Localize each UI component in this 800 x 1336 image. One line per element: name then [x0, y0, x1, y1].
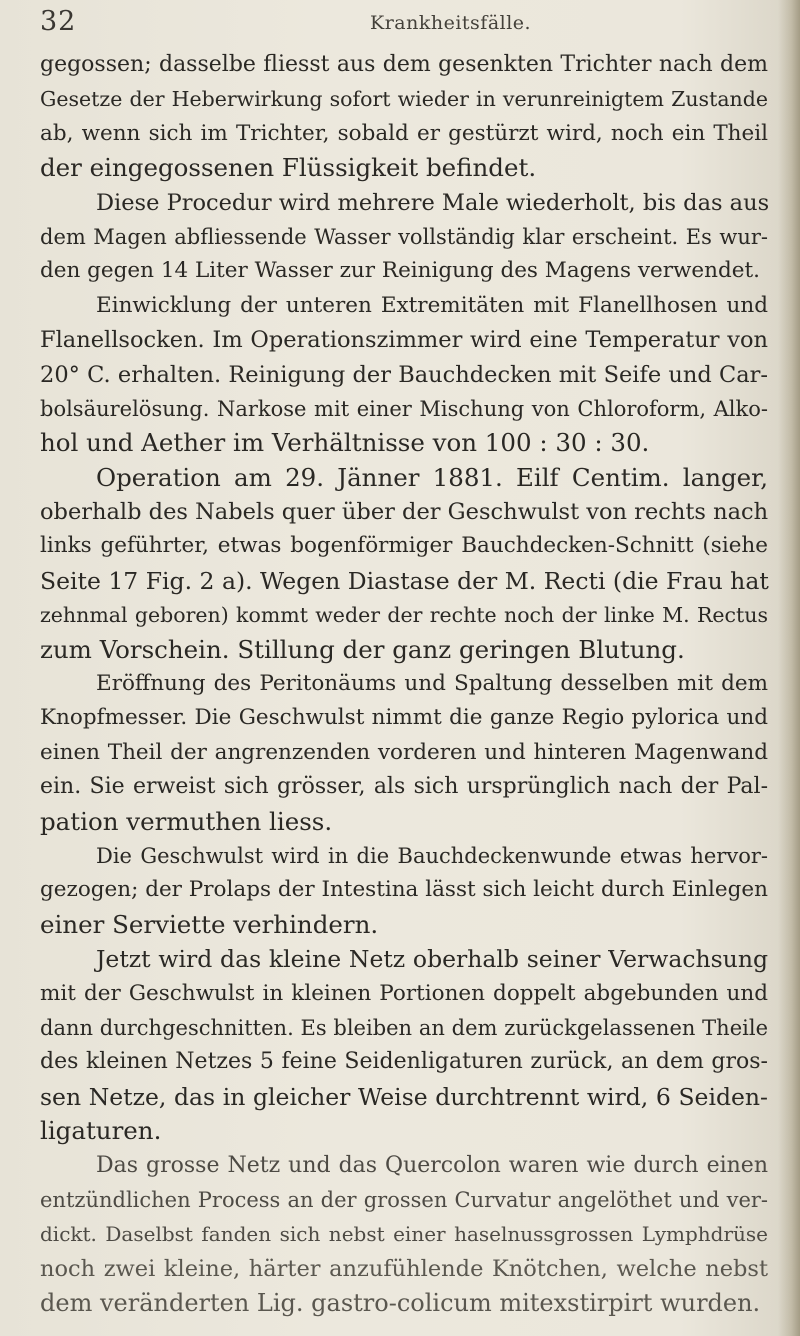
text-line: gezogen; der Prolaps der Intestina lässt sich leicht durch Einlegen	[40, 877, 768, 903]
text-line: gegossen; dasselbe fliesst aus dem gesenkten Trichter nach dem	[40, 52, 768, 77]
text-line: Diese Procedur wird mehrere Male wiederholt, bis das aus	[96, 189, 770, 216]
text-line: Seite 17 Fig. 2 a). Wegen Diastase der M. Recti (die Frau hat	[40, 566, 769, 595]
running-title: Krankheitsfälle.	[370, 12, 532, 34]
text-line: dickt. Daselbst fanden sich nebst einer haselnussgrossen Lymphdrüse	[40, 1222, 768, 1247]
page-edge-shadow	[778, 0, 800, 1336]
text-line: bolsäurelösung. Narkose mit einer Mischung von Chloroform, Alko-	[40, 396, 768, 421]
body-text	[40, 48, 768, 1320]
text-line: dem Magen abfliessende Wasser vollständig klar erscheint. Es wur-	[40, 224, 768, 249]
text-line: sen Netze, das in gleicher Weise durchtrennt wird, 6 Seiden-	[40, 1082, 768, 1111]
text-line: Knopfmesser. Die Geschwulst nimmt die ganze Regio pylorica und	[40, 705, 768, 731]
text-line: dann durchgeschnitten. Es bleiben an dem zurückgelassenen Theile	[40, 1015, 768, 1040]
text-line: Eröffnung des Peritonäums und Spaltung desselben mit dem	[96, 671, 768, 697]
text-line: links geführter, etwas bogenförmiger Bauchdecken-Schnitt (siehe	[40, 533, 768, 559]
text-line: pation vermuthen liess.	[40, 806, 333, 836]
text-line: Operation am 29. Jänner 1881. Eilf Centim. langer,	[96, 462, 768, 492]
text-line: dem veränderten Lig. gastro-colicum mitexstirpirt wurden.	[40, 1289, 761, 1318]
text-line: hol und Aether im Verhältnisse von 100 : 30 : 30.	[40, 428, 650, 458]
text-line: Jetzt wird das kleine Netz oberhalb seiner Verwachsung	[96, 945, 768, 974]
page-number: 32	[40, 6, 77, 37]
text-line: einen Theil der angrenzenden vorderen und hinteren Magenwand	[40, 739, 768, 765]
text-line: Die Geschwulst wird in die Bauchdeckenwunde etwas hervor-	[96, 843, 768, 868]
text-line: Gesetze der Heberwirkung sofort wieder in verunreinigtem Zustande	[40, 87, 768, 112]
text-line: ligaturen.	[40, 1116, 162, 1146]
text-line: den gegen 14 Liter Wasser zur Reinigung des Magens verwendet.	[40, 258, 760, 284]
text-line: noch zwei kleine, härter anzufühlende Knötchen, welche nebst	[40, 1255, 768, 1282]
text-line: entzündlichen Process an der grossen Curvatur angelöthet und ver-	[40, 1187, 768, 1212]
text-line: 20° C. erhalten. Reinigung der Bauchdecken mit Seife und Car-	[40, 361, 768, 388]
text-line: Einwicklung der unteren Extremitäten mit Flanellhosen und	[96, 292, 768, 318]
text-line: einer Serviette verhindern.	[40, 909, 379, 939]
text-line: zum Vorschein. Stillung der ganz geringen Blutung.	[40, 634, 685, 664]
text-line: zehnmal geboren) kommt weder der rechte noch der linke M. Rectus	[40, 603, 768, 628]
text-line: des kleinen Netzes 5 feine Seidenligaturen zurück, an dem gros-	[40, 1049, 768, 1075]
text-line: mit der Geschwulst in kleinen Portionen doppelt abgebunden und	[40, 980, 768, 1006]
text-line: Das grosse Netz und das Quercolon waren wie durch einen	[96, 1152, 768, 1178]
page-header	[40, 6, 770, 46]
text-line: der eingegossenen Flüssigkeit befindet.	[40, 153, 537, 183]
text-line: oberhalb des Nabels quer über der Geschwulst von rechts nach	[40, 499, 769, 526]
text-line: ab, wenn sich im Trichter, sobald er gestürzt wird, noch ein Theil	[40, 120, 768, 146]
text-line: ein. Sie erweist sich grösser, als sich ursprünglich nach der Pal-	[40, 774, 768, 800]
text-line: Flanellsocken. Im Operationszimmer wird eine Temperatur von	[40, 327, 768, 354]
